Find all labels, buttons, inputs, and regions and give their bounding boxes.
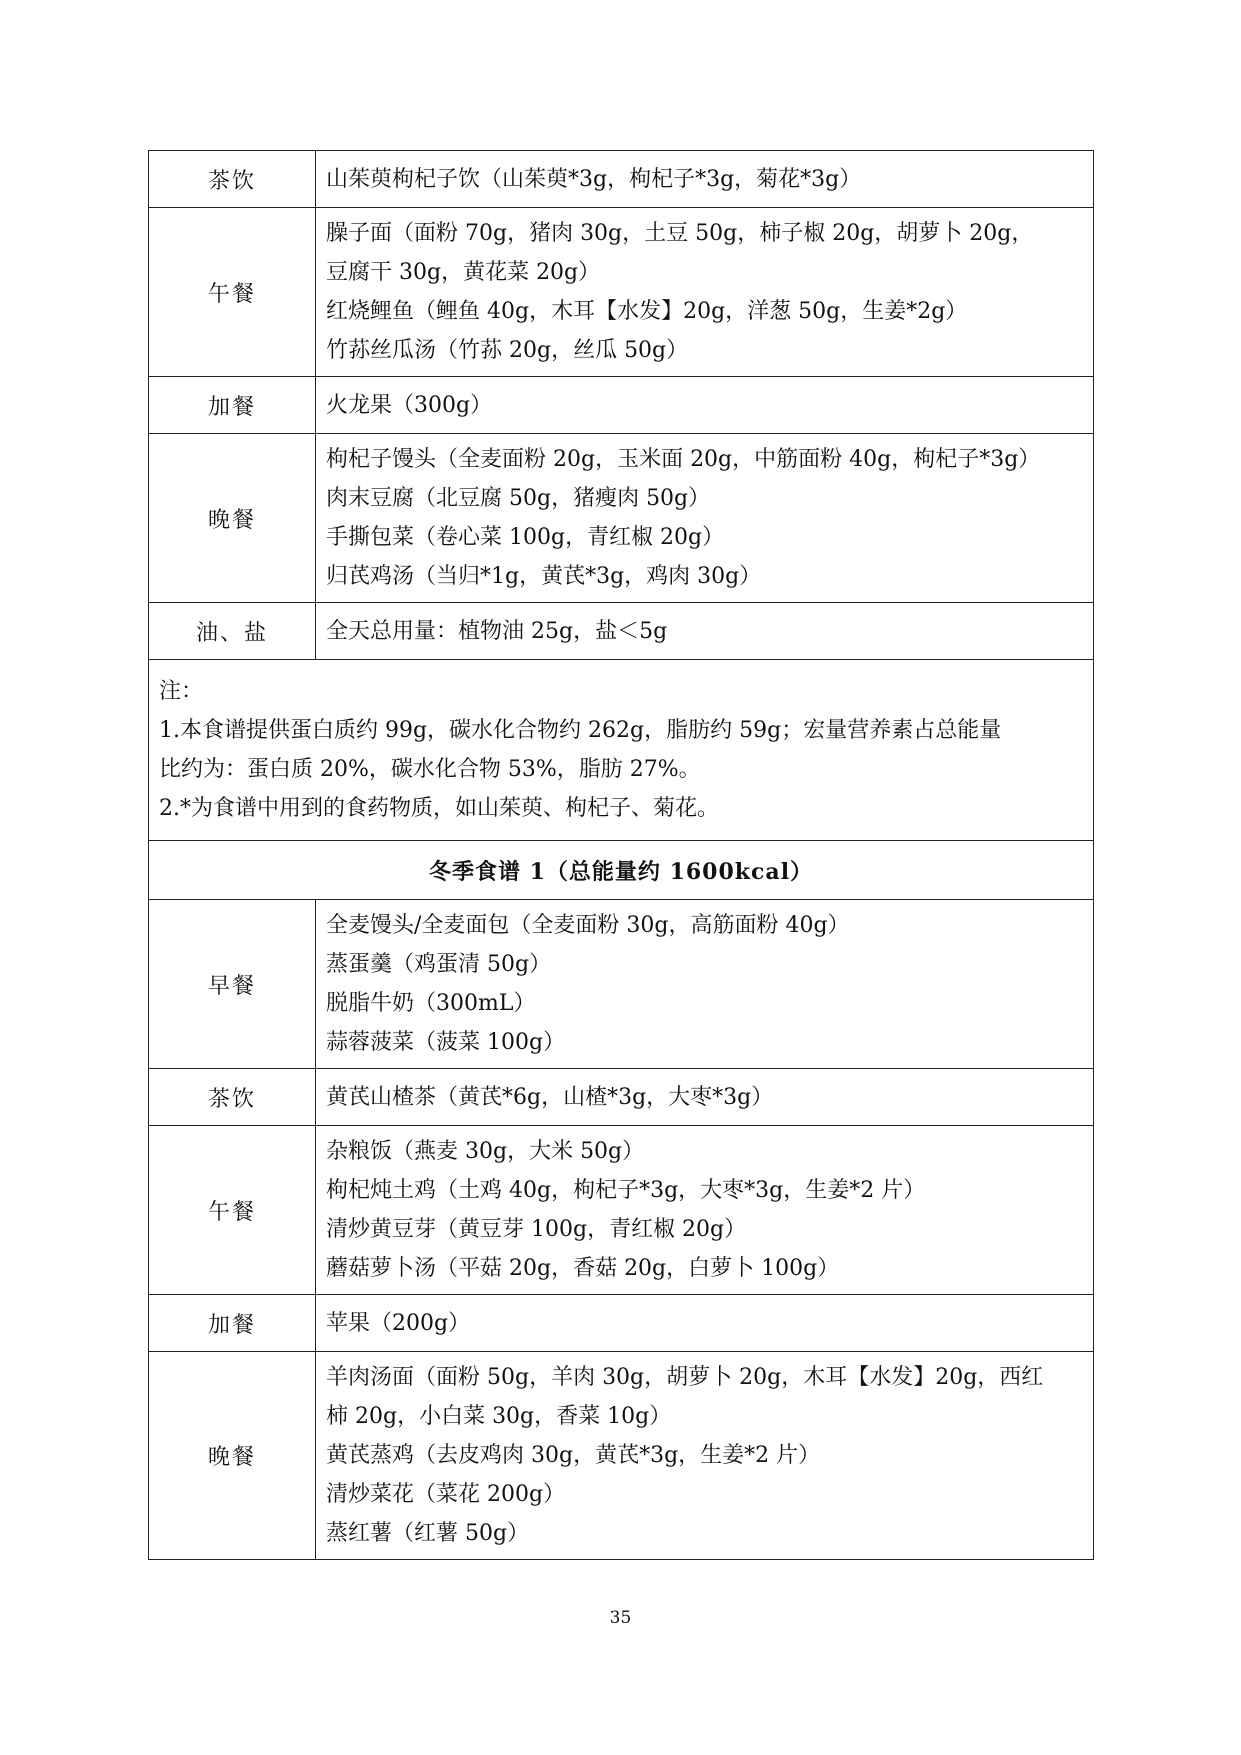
meal-label: 午餐 (149, 208, 316, 377)
food-line: 杂粮饭（燕麦 30g，大米 50g） (326, 1139, 645, 1164)
food-line: 苹果（200g） (326, 1310, 471, 1336)
food-line: 臊子面（面粉 70g，猪肉 30g，土豆 50g，柿子椒 20g，胡萝卜 20g， (326, 221, 1034, 246)
food-line: 黄芪山楂茶（黄芪*6g，山楂*3g，大枣*3g） (326, 1084, 774, 1110)
table-row (149, 151, 1094, 208)
note-line: 比约为：蛋白质 20%，碳水化合物 53%，脂肪 27%。 (159, 757, 701, 782)
food-line: 蒜蓉菠菜（菠菜 100g） (326, 1030, 566, 1055)
note-title: 注： (159, 679, 204, 704)
food-line: 豆腐干 30g，黄花菜 20g） (326, 260, 601, 285)
food-line: 柿 20g，小白菜 30g，香菜 10g） (326, 1404, 672, 1429)
food-cell (316, 1069, 1094, 1126)
meal-label: 早餐 (149, 900, 316, 1069)
food-line: 羊肉汤面（面粉 50g，羊肉 30g，胡萝卜 20g，木耳【水发】20g，西红 (326, 1365, 1044, 1390)
food-line: 枸杞炖土鸡（土鸡 40g，枸杞子*3g，大枣*3g，生姜*2 片） (326, 1178, 926, 1203)
meal-label: 茶饮 (149, 1069, 316, 1126)
meal-label: 加餐 (149, 377, 316, 434)
food-cell (316, 603, 1094, 660)
food-line: 蒸红薯（红薯 50g） (326, 1521, 530, 1546)
food-cell (316, 900, 1094, 1069)
meal-label: 晚餐 (149, 434, 316, 603)
table-row (149, 900, 1094, 1069)
table-row (149, 434, 1094, 603)
note-line: 1.本食谱提供蛋白质约 99g，碳水化合物约 262g，脂肪约 59g；宏量营养素占总能量 (159, 718, 1002, 743)
section-row (149, 841, 1094, 900)
food-line: 肉末豆腐（北豆腐 50g，猪瘦肉 50g） (326, 486, 711, 511)
table-row (149, 1352, 1094, 1560)
section-title: 冬季食谱 1（总能量约 1600kcal） (149, 841, 1094, 900)
food-cell (316, 208, 1094, 377)
table-row (149, 603, 1094, 660)
food-line: 全麦馒头/全麦面包（全麦面粉 30g，高筋面粉 40g） (326, 913, 850, 938)
table-row (149, 377, 1094, 434)
note-line: 2.*为食谱中用到的食药物质，如山茱萸、枸杞子、菊花。 (159, 796, 719, 821)
food-line: 清炒菜花（菜花 200g） (326, 1482, 566, 1507)
food-cell (316, 1126, 1094, 1295)
food-line: 火龙果（300g） (326, 392, 493, 418)
food-line: 脱脂牛奶（300mL） (326, 991, 536, 1016)
food-line: 山茱萸枸杞子饮（山茱萸*3g，枸杞子*3g，菊花*3g） (326, 166, 862, 192)
food-cell (316, 1295, 1094, 1352)
meal-label: 油、盐 (149, 603, 316, 660)
meal-label: 午餐 (149, 1126, 316, 1295)
page-number: 35 (609, 1608, 632, 1628)
table-row (149, 208, 1094, 377)
food-line: 手撕包菜（卷心菜 100g，青红椒 20g） (326, 525, 725, 550)
food-line: 红烧鲤鱼（鲤鱼 40g，木耳【水发】20g，洋葱 50g，生姜*2g） (326, 299, 968, 324)
food-line: 黄芪蒸鸡（去皮鸡肉 30g，黄芪*3g，生姜*2 片） (326, 1443, 821, 1468)
meal-plan-table (148, 150, 1094, 1560)
food-line: 蒸蛋羹（鸡蛋清 50g） (326, 952, 552, 977)
table-row (149, 1069, 1094, 1126)
food-cell (316, 1352, 1094, 1560)
meal-label: 晚餐 (149, 1352, 316, 1560)
food-cell (316, 434, 1094, 603)
table-row (149, 1126, 1094, 1295)
food-line: 清炒黄豆芽（黄豆芽 100g，青红椒 20g） (326, 1217, 747, 1242)
meal-label: 加餐 (149, 1295, 316, 1352)
food-line: 竹荪丝瓜汤（竹荪 20g，丝瓜 50g） (326, 338, 689, 363)
table-row (149, 1295, 1094, 1352)
meal-plan-sheet (148, 150, 1094, 1560)
meal-label: 茶饮 (149, 151, 316, 208)
food-line: 枸杞子馒头（全麦面粉 20g，玉米面 20g，中筋面粉 40g，枸杞子*3g） (326, 447, 1041, 472)
food-line: 归芪鸡汤（当归*1g，黄芪*3g，鸡肉 30g） (326, 564, 762, 589)
food-line: 全天总用量：植物油 25g，盐＜5g (326, 618, 668, 644)
note-row (149, 660, 1094, 841)
note-cell (149, 660, 1094, 841)
food-line: 蘑菇萝卜汤（平菇 20g，香菇 20g，白萝卜 100g） (326, 1256, 840, 1281)
food-cell (316, 377, 1094, 434)
food-cell (316, 151, 1094, 208)
